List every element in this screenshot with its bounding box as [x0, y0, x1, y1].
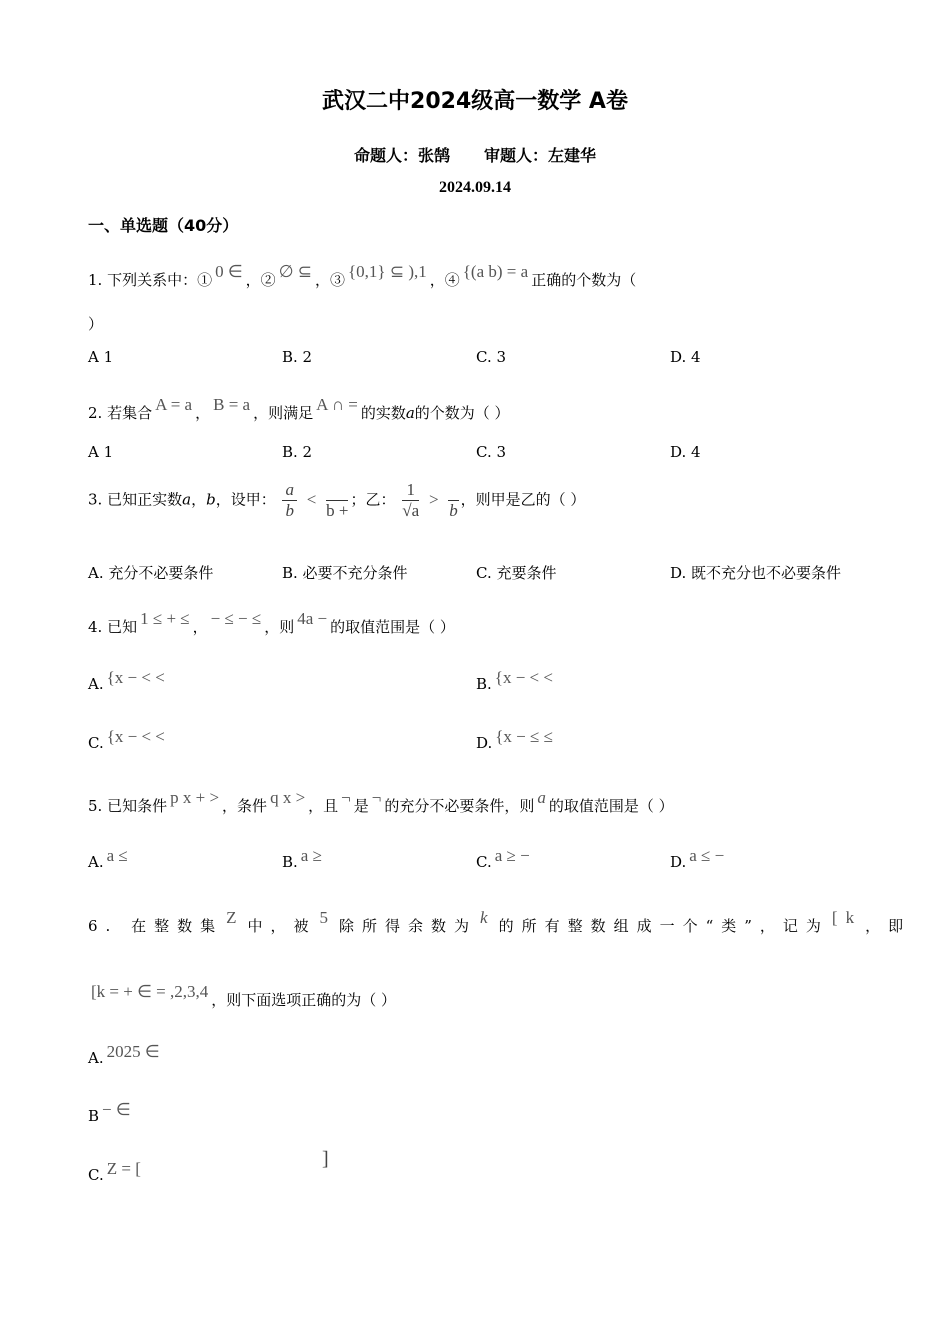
- option-math: a ≥: [300, 846, 322, 865]
- q1-tail: 正确的个数为（: [531, 271, 637, 289]
- q5-is: 是: [353, 797, 369, 815]
- q6-integer-set: Z: [226, 908, 245, 927]
- q2-tail2: 的个数为（ ）: [414, 404, 510, 422]
- question-6: [88, 908, 911, 936]
- q1-continuation: ）: [88, 315, 104, 333]
- q3-f3-denominator: √a: [402, 501, 420, 520]
- q6-option-a: [88, 1042, 163, 1067]
- option-math: {x − ≤ ≤: [495, 727, 553, 746]
- question-5: [88, 788, 674, 816]
- q4-number: 4.: [88, 618, 103, 636]
- q3-f1-numerator: a: [285, 480, 294, 499]
- q5-variable: [537, 788, 546, 807]
- option-label: A.: [88, 1049, 104, 1067]
- q2-option-d: D. 4: [670, 443, 701, 461]
- option-math: a ≤: [106, 846, 128, 865]
- q3-var-a: a: [182, 490, 192, 509]
- q2-intersection: A ∩ =: [316, 395, 358, 414]
- q4-tail: 的取值范围是（ ）: [330, 618, 455, 636]
- exam-title: 武汉二中2024级高一数学 A卷: [322, 89, 628, 114]
- q5-number: 5.: [88, 797, 103, 815]
- q2-set-a: A = a: [155, 395, 193, 414]
- q5-sep: ，条件: [222, 797, 268, 815]
- q2-number: 2.: [88, 404, 103, 422]
- q3-f1-denominator: b: [285, 501, 294, 520]
- option-math: a ≤ −: [689, 846, 725, 865]
- q6-divisor: 5: [319, 908, 337, 927]
- q6-number: 6.: [88, 917, 119, 935]
- option-math: 2025 ∈: [106, 1042, 160, 1061]
- q1-sep: ，③: [315, 271, 346, 289]
- q6-option-b: [88, 1100, 134, 1125]
- q5-not-2: ¬: [371, 788, 382, 807]
- option-math: {x − < <: [494, 668, 553, 687]
- q1-option-d: D. 4: [670, 348, 701, 366]
- q1-sep: ，②: [245, 271, 276, 289]
- q6-text: ，即: [865, 917, 912, 935]
- q6-intro: 在整数集: [131, 917, 224, 935]
- q2-set-b: B = a: [213, 395, 251, 414]
- q1-intro: 下列关系中：①: [107, 271, 213, 289]
- q3-f2-denominator: b +: [326, 501, 349, 520]
- q6-option-c: [88, 1159, 144, 1184]
- q3-jia-label: ，设甲：: [215, 490, 276, 509]
- option-label: C.: [88, 1166, 104, 1184]
- question-2: [88, 395, 510, 423]
- q5-intro: 已知条件: [107, 797, 168, 815]
- q3-fraction-1: [282, 480, 297, 521]
- q4-inequality-2: − ≤ − ≤: [210, 609, 262, 628]
- option-label: C.: [88, 734, 104, 752]
- q1-relation-4: {(a b) = a: [462, 262, 529, 281]
- q3-tail: ，则甲是乙的（ ）: [460, 490, 586, 509]
- q3-f4-denominator: b: [449, 501, 458, 520]
- q3-less-than: <: [306, 489, 317, 509]
- option-math: a ≥ −: [494, 846, 530, 865]
- q5-var-a: a: [537, 788, 546, 807]
- q6-var-k: k: [480, 908, 496, 927]
- q3-f3-numerator: 1: [402, 480, 419, 501]
- q2-sep: ，: [195, 404, 211, 422]
- q2-variable: a: [405, 404, 415, 422]
- q6-text: 除所得余数为: [339, 917, 478, 935]
- q1-relation-2: ∅ ⊆: [278, 262, 312, 281]
- q3-intro: 已知正实数: [107, 490, 183, 509]
- option-label: C.: [476, 853, 492, 871]
- q5-condition-q: q x >: [270, 788, 306, 807]
- option-math: {x − < <: [106, 727, 165, 746]
- q1-option-b: B. 2: [282, 348, 313, 366]
- q3-fraction-2: [326, 480, 348, 521]
- question-3: [88, 480, 585, 521]
- q3-fraction-4: [448, 480, 458, 521]
- q4-option-d: [476, 727, 556, 752]
- q1-relation-1: 0 ∈: [215, 262, 243, 281]
- option-label: A.: [88, 853, 104, 871]
- option-math: − ∈: [102, 1100, 131, 1119]
- q2-condition: ，则满足: [253, 404, 314, 422]
- q3-yi-label: ；乙：: [350, 490, 396, 509]
- q4-then: ，则: [264, 618, 295, 636]
- q4-option-a: [88, 668, 168, 693]
- q6-option-c-closing-bracket: ]: [322, 1148, 329, 1170]
- q1-option-a: A 1: [88, 348, 114, 366]
- q3-option-a: A. 充分不必要条件: [88, 564, 214, 582]
- q5-and: ，且: [308, 797, 339, 815]
- q4-intro: 已知: [107, 618, 138, 636]
- q6-class-notation: [k: [831, 908, 863, 927]
- exam-date: 2024.09.14: [439, 179, 511, 196]
- section-title: 一、单选题（40分）: [88, 216, 239, 235]
- q1-relation-3: {0,1} ⊆ ),1: [348, 262, 427, 281]
- q2-tail: 的实数: [360, 404, 406, 422]
- q2-option-a: A 1: [88, 443, 114, 461]
- author-line: [0, 143, 950, 166]
- q5-not-1: ¬: [341, 788, 351, 807]
- option-math: Z = [: [106, 1159, 141, 1178]
- question-4: [88, 609, 455, 637]
- q2-option-c: C. 3: [476, 443, 507, 461]
- q2-intro: 若集合: [107, 404, 153, 422]
- q5-option-c: [476, 846, 533, 871]
- q6-remainder: [480, 908, 496, 927]
- question-1: [88, 262, 636, 290]
- q6-line-2: [88, 982, 396, 1010]
- q3-var-b: b: [206, 490, 216, 509]
- q3-greater-than: >: [428, 489, 439, 509]
- q5-condition-p: p x + >: [170, 788, 220, 807]
- option-label: B: [88, 1107, 100, 1125]
- q3-option-b: B. 必要不充分条件: [282, 564, 408, 582]
- q1-option-c: C. 3: [476, 348, 507, 366]
- q5-option-b: [282, 846, 325, 871]
- q5-option-d: [670, 846, 727, 871]
- q6-text: 中，被: [247, 917, 317, 935]
- q3-fraction-3: [402, 480, 419, 521]
- q2-option-b: B. 2: [282, 443, 313, 461]
- q1-number: 1.: [88, 271, 103, 289]
- q5-tail: 的充分不必要条件，则: [384, 797, 535, 815]
- q4-sep: ，: [192, 618, 208, 636]
- q4-expression: 4a −: [297, 609, 328, 628]
- option-math: {x − < <: [106, 668, 165, 687]
- option-label: B.: [476, 675, 492, 693]
- q4-option-b: [476, 668, 556, 693]
- q3-option-c: C. 充要条件: [476, 564, 557, 582]
- option-label: D.: [670, 853, 687, 871]
- q1-sep: ，④: [429, 271, 460, 289]
- q6-tail: ，则下面选项正确的为（ ）: [211, 991, 397, 1009]
- q3-number: 3.: [88, 490, 103, 509]
- q3-option-d: D. 既不充分也不必要条件: [670, 564, 842, 582]
- author: 命题人：张鹄: [353, 146, 450, 165]
- q6-class-definition: [k = + ∈ = ,2,3,4: [91, 982, 209, 1001]
- q4-option-c: [88, 727, 168, 752]
- q6-text: 的所有整数组成一个“类”，记为: [498, 917, 829, 935]
- q5-option-a: [88, 846, 131, 871]
- reviewer: 审题人：左建华: [484, 146, 597, 165]
- option-label: D.: [476, 734, 493, 752]
- option-label: B.: [282, 853, 298, 871]
- q3-sep: ，: [191, 490, 207, 509]
- q4-inequality-1: 1 ≤ + ≤: [140, 609, 190, 628]
- q5-tail2: 的取值范围是（ ）: [548, 797, 674, 815]
- option-label: A.: [88, 675, 104, 693]
